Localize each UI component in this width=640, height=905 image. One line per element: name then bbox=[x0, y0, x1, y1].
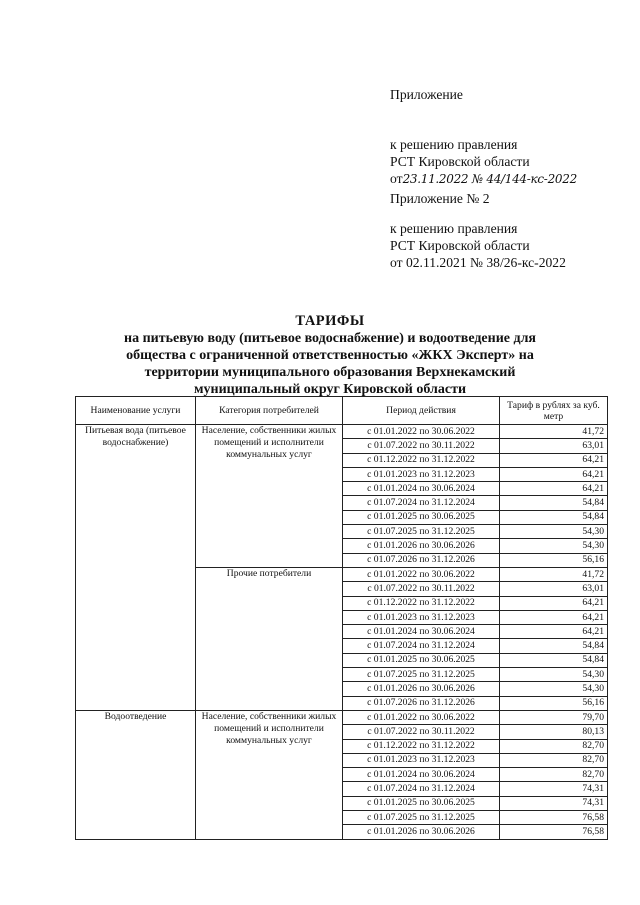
tariff-value-cell: 64,21 bbox=[500, 596, 608, 610]
decision-reference-current bbox=[390, 136, 577, 188]
title-line: муниципальный округ Кировской области bbox=[193, 382, 467, 397]
handwritten-date-number: 23.11.2022 № 44/144-кс-2022 bbox=[402, 172, 577, 186]
period-cell: с 01.01.2026 по 30.06.2026 bbox=[343, 682, 500, 696]
period-cell: с 01.01.2022 по 30.06.2022 bbox=[343, 567, 500, 581]
period-cell: с 01.01.2025 по 30.06.2025 bbox=[343, 796, 500, 810]
appendix-2-heading bbox=[390, 190, 490, 207]
tariff-value-cell: 64,21 bbox=[500, 453, 608, 467]
decision-date-number bbox=[390, 170, 577, 188]
header-period: Период действия bbox=[343, 397, 500, 425]
appendix-heading bbox=[390, 86, 463, 103]
period-cell: с 01.01.2024 по 30.06.2024 bbox=[343, 625, 500, 639]
tariff-value-cell: 41,72 bbox=[500, 425, 608, 439]
period-cell: с 01.01.2023 по 31.12.2023 bbox=[343, 467, 500, 481]
consumer-category-cell: Население, собственники жилых помещений и исполнители коммунальных услуг bbox=[196, 425, 343, 568]
title-main: ТАРИФЫ bbox=[295, 313, 365, 329]
tariff-value-cell: 56,16 bbox=[500, 553, 608, 567]
tariff-table-body bbox=[76, 425, 608, 840]
period-cell: с 01.01.2024 по 30.06.2024 bbox=[343, 482, 500, 496]
tariff-value-cell: 82,70 bbox=[500, 753, 608, 767]
decision-authority: РСТ Кировской области bbox=[390, 238, 530, 253]
table-row bbox=[76, 425, 608, 439]
period-cell: с 01.01.2024 по 30.06.2024 bbox=[343, 768, 500, 782]
decision-authority: РСТ Кировской области bbox=[390, 154, 530, 169]
period-cell: с 01.01.2023 по 31.12.2023 bbox=[343, 753, 500, 767]
period-cell: с 01.07.2026 по 31.12.2026 bbox=[343, 553, 500, 567]
period-cell: с 01.01.2023 по 31.12.2023 bbox=[343, 610, 500, 624]
period-cell: с 01.07.2022 по 30.11.2022 bbox=[343, 582, 500, 596]
tariff-value-cell: 54,84 bbox=[500, 496, 608, 510]
title-line: территории муниципального образования Верхнекамский bbox=[144, 365, 516, 380]
service-name-cell: Питьевая вода (питьевое водоснабжение) bbox=[76, 425, 196, 711]
tariff-value-cell: 80,13 bbox=[500, 725, 608, 739]
period-cell: с 01.07.2024 по 31.12.2024 bbox=[343, 639, 500, 653]
tariff-value-cell: 76,58 bbox=[500, 811, 608, 825]
tariff-value-cell: 54,30 bbox=[500, 682, 608, 696]
period-cell: с 01.01.2022 по 30.06.2022 bbox=[343, 425, 500, 439]
decision-line: к решению правления bbox=[390, 137, 518, 152]
tariff-value-cell: 54,84 bbox=[500, 653, 608, 667]
consumer-category-cell: Население, собственники жилых помещений и исполнители коммунальных услуг bbox=[196, 710, 343, 839]
tariff-value-cell: 41,72 bbox=[500, 567, 608, 581]
tariff-value-cell: 64,21 bbox=[500, 467, 608, 481]
period-cell: с 01.01.2026 по 30.06.2026 bbox=[343, 539, 500, 553]
tariff-value-cell: 54,30 bbox=[500, 668, 608, 682]
period-cell: с 01.07.2025 по 31.12.2025 bbox=[343, 811, 500, 825]
header-category: Категория потребителей bbox=[196, 397, 343, 425]
tariff-value-cell: 54,84 bbox=[500, 510, 608, 524]
service-name-cell: Водоотведение bbox=[76, 710, 196, 839]
period-cell: с 01.12.2022 по 31.12.2022 bbox=[343, 739, 500, 753]
header-service: Наименование услуги bbox=[76, 397, 196, 425]
period-cell: с 01.01.2025 по 30.06.2025 bbox=[343, 510, 500, 524]
tariff-value-cell: 76,58 bbox=[500, 825, 608, 839]
tariff-value-cell: 54,30 bbox=[500, 539, 608, 553]
tariff-value-cell: 54,30 bbox=[500, 525, 608, 539]
consumer-category-cell: Прочие потребители bbox=[196, 567, 343, 710]
tariff-value-cell: 74,31 bbox=[500, 782, 608, 796]
tariff-value-cell: 82,70 bbox=[500, 768, 608, 782]
tariff-value-cell: 64,21 bbox=[500, 482, 608, 496]
title-line: общества с ограниченной ответственностью «ЖКХ Эксперт» на bbox=[126, 348, 534, 363]
title-line: на питьевую воду (питьевое водоснабжение) и водоотведение для bbox=[124, 331, 536, 346]
period-cell: с 01.12.2022 по 31.12.2022 bbox=[343, 453, 500, 467]
tariff-value-cell: 56,16 bbox=[500, 696, 608, 710]
tariff-value-cell: 63,01 bbox=[500, 582, 608, 596]
decision-date-prefix: от bbox=[390, 171, 403, 186]
period-cell: с 01.01.2025 по 30.06.2025 bbox=[343, 653, 500, 667]
decision-date-number: от 02.11.2021 № 38/26-кс-2022 bbox=[390, 255, 566, 270]
period-cell: с 01.07.2022 по 30.11.2022 bbox=[343, 725, 500, 739]
decision-line: к решению правления bbox=[390, 221, 518, 236]
tariff-value-cell: 63,01 bbox=[500, 439, 608, 453]
tariff-value-cell: 64,21 bbox=[500, 610, 608, 624]
table-row bbox=[76, 710, 608, 724]
appendix-2-label: Приложение № 2 bbox=[390, 191, 490, 206]
period-cell: с 01.12.2022 по 31.12.2022 bbox=[343, 596, 500, 610]
period-cell: с 01.07.2024 по 31.12.2024 bbox=[343, 496, 500, 510]
tariff-value-cell: 82,70 bbox=[500, 739, 608, 753]
period-cell: с 01.01.2026 по 30.06.2026 bbox=[343, 825, 500, 839]
decision-reference-original bbox=[390, 220, 566, 271]
document-title bbox=[60, 313, 600, 398]
period-cell: с 01.07.2025 по 31.12.2025 bbox=[343, 525, 500, 539]
table-header-row bbox=[76, 397, 608, 425]
period-cell: с 01.01.2022 по 30.06.2022 bbox=[343, 710, 500, 724]
header-tariff: Тариф в рублях за куб. метр bbox=[500, 397, 608, 425]
period-cell: с 01.07.2022 по 30.11.2022 bbox=[343, 439, 500, 453]
tariff-table bbox=[75, 396, 608, 840]
tariff-value-cell: 64,21 bbox=[500, 625, 608, 639]
period-cell: с 01.07.2026 по 31.12.2026 bbox=[343, 696, 500, 710]
period-cell: с 01.07.2024 по 31.12.2024 bbox=[343, 782, 500, 796]
tariff-value-cell: 74,31 bbox=[500, 796, 608, 810]
tariff-value-cell: 54,84 bbox=[500, 639, 608, 653]
appendix-label: Приложение bbox=[390, 87, 463, 102]
period-cell: с 01.07.2025 по 31.12.2025 bbox=[343, 668, 500, 682]
tariff-value-cell: 79,70 bbox=[500, 710, 608, 724]
